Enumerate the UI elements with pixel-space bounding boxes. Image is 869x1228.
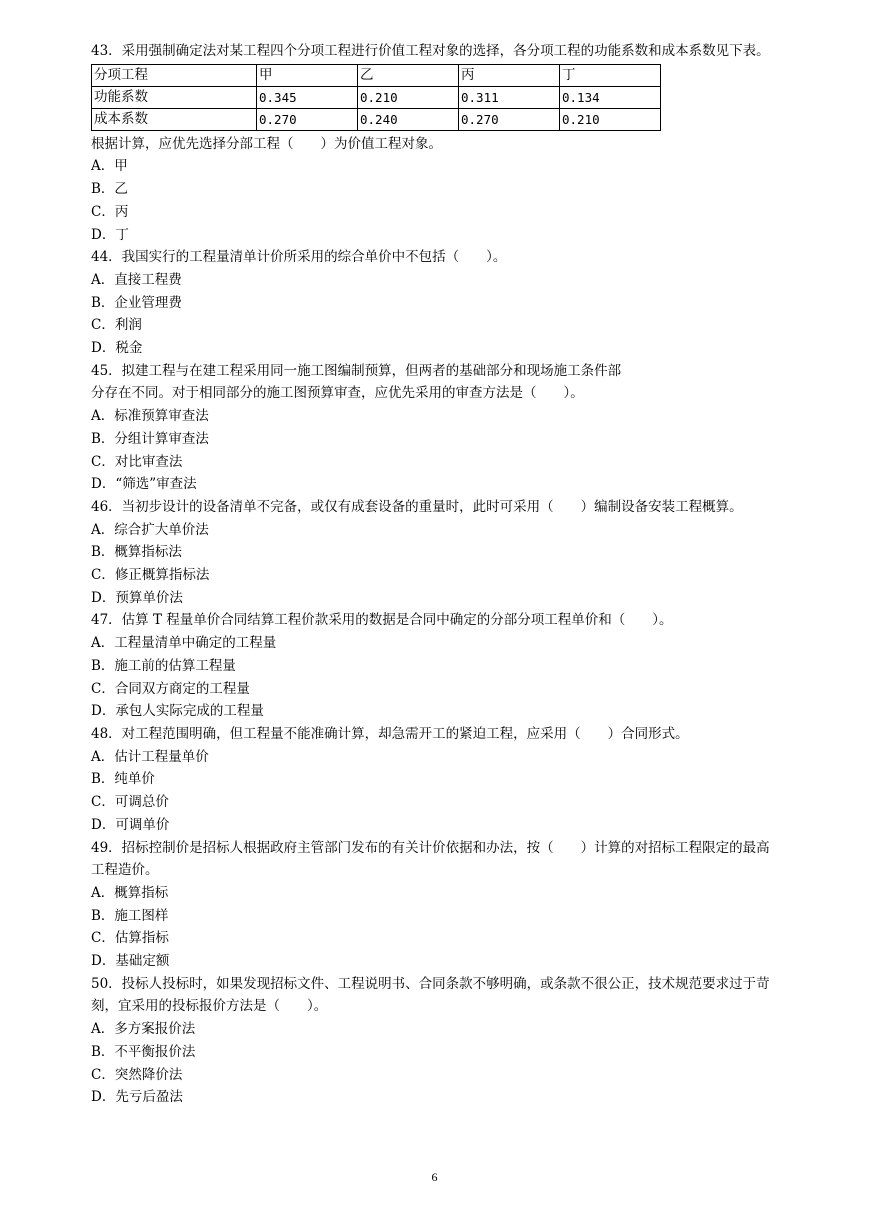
- table-cell: 0.134: [560, 86, 661, 108]
- table-header-cell: 乙: [358, 64, 459, 86]
- table-cell: 功能系数: [92, 86, 257, 108]
- table-row: [92, 86, 661, 108]
- table-cell: 0.311: [459, 86, 560, 108]
- question-43-stem: 43．采用强制确定法对某工程四个分项工程进行价值工程对象的选择，各分项工程的功能系数和成本系数见下表。: [91, 43, 770, 59]
- option-b: B．施工前的估算工程量: [91, 657, 236, 674]
- table-cell: 0.270: [257, 108, 358, 130]
- option-c: C．合同双方商定的工程量: [91, 680, 250, 697]
- document-page: [91, 40, 781, 1109]
- option-d: D．丁: [91, 226, 129, 243]
- table-cell: 0.210: [560, 108, 661, 130]
- option-b: B．分组计算审查法: [91, 430, 209, 447]
- option-b: B．乙: [91, 181, 128, 198]
- option-a: A．估计工程量单价: [91, 748, 209, 765]
- option-b: B．施工图样: [91, 907, 169, 924]
- table-cell: 0.240: [358, 108, 459, 130]
- question-43-stem-continued: 根据计算，应优先选择分部工程（ ）为价值工程对象。: [91, 135, 442, 152]
- table-header-cell: 分项工程: [92, 64, 257, 86]
- option-d: D．先亏后盈法: [91, 1089, 183, 1106]
- option-c: C．修正概算指标法: [91, 567, 210, 584]
- option-c: C．估算指标: [91, 930, 169, 947]
- question-46-stem: 46．当初步设计的设备清单不完备，或仅有成套设备的重量时，此时可采用（ ）编制设备安装工程概算。: [91, 498, 743, 515]
- option-a: A．概算指标: [91, 884, 169, 901]
- question-45-stem-line1: 45．拟建工程与在建工程采用同一施工图编制预算，但两者的基础部分和现场施工条件部: [91, 362, 622, 379]
- question-50-stem: 50．投标人投标时，如果发现招标文件、工程说明书、合同条款不够明确，或条款不很公正，技术规范要求过于苛刻，宜采用的投标报价方法是（ ）。: [91, 975, 770, 1015]
- question-45-stem-line2: 分存在不同。对于相同部分的施工图预算审查，应优先采用的审查方法是（ ）。: [91, 385, 584, 402]
- page-number: 6: [431, 1170, 438, 1184]
- option-a: A．直接工程费: [91, 271, 182, 288]
- option-a: A．甲: [91, 158, 128, 175]
- option-d: D．基础定额: [91, 953, 170, 970]
- option-a: A．综合扩大单价法: [91, 521, 209, 538]
- table-cell: 成本系数: [92, 108, 257, 130]
- option-b: B．企业管理费: [91, 294, 182, 311]
- option-a: A．工程量清单中确定的工程量: [91, 635, 277, 652]
- option-b: B．概算指标法: [91, 544, 182, 561]
- question-44-stem: 44．我国实行的工程量清单计价所采用的综合单价中不包括（ ）。: [91, 249, 507, 266]
- coefficient-table: [91, 64, 661, 131]
- option-d: D．可调单价: [91, 816, 170, 833]
- table-header-cell: 甲: [257, 64, 358, 86]
- table-header-cell: 丙: [459, 64, 560, 86]
- option-c: C．对比审查法: [91, 453, 183, 470]
- option-b: B．纯单价: [91, 771, 155, 788]
- table-row: [92, 108, 661, 130]
- option-c: C．突然降价法: [91, 1066, 183, 1083]
- option-a: A．多方案报价法: [91, 1021, 196, 1038]
- table-header-cell: 丁: [560, 64, 661, 86]
- option-c: C．利润: [91, 317, 142, 334]
- question-47-stem: 47．估算 T 程量单价合同结算工程价款采用的数据是合同中确定的分部分项工程单价和（ ）。: [91, 612, 673, 629]
- table-cell: 0.345: [257, 86, 358, 108]
- question-49-stem: 49．招标控制价是招标人根据政府主管部门发布的有关计价依据和办法，按（ ）计算的对招标工程限定的最高工程造价。: [91, 839, 770, 879]
- question-48-stem: 48．对工程范围明确，但工程量不能准确计算，却急需开工的紧迫工程，应采用（ ）合同形式。: [91, 725, 689, 742]
- option-d: D．预算单价法: [91, 589, 183, 606]
- option-a: A．标准预算审查法: [91, 408, 209, 425]
- option-d: D．“筛选”审查法: [91, 476, 197, 493]
- option-d: D．税金: [91, 340, 143, 357]
- option-c: C．可调总价: [91, 794, 169, 811]
- table-header-row: [92, 64, 661, 86]
- option-d: D．承包人实际完成的工程量: [91, 703, 264, 720]
- table-cell: 0.270: [459, 108, 560, 130]
- option-b: B．不平衡报价法: [91, 1043, 196, 1060]
- table-cell: 0.210: [358, 86, 459, 108]
- option-c: C．丙: [91, 203, 129, 220]
